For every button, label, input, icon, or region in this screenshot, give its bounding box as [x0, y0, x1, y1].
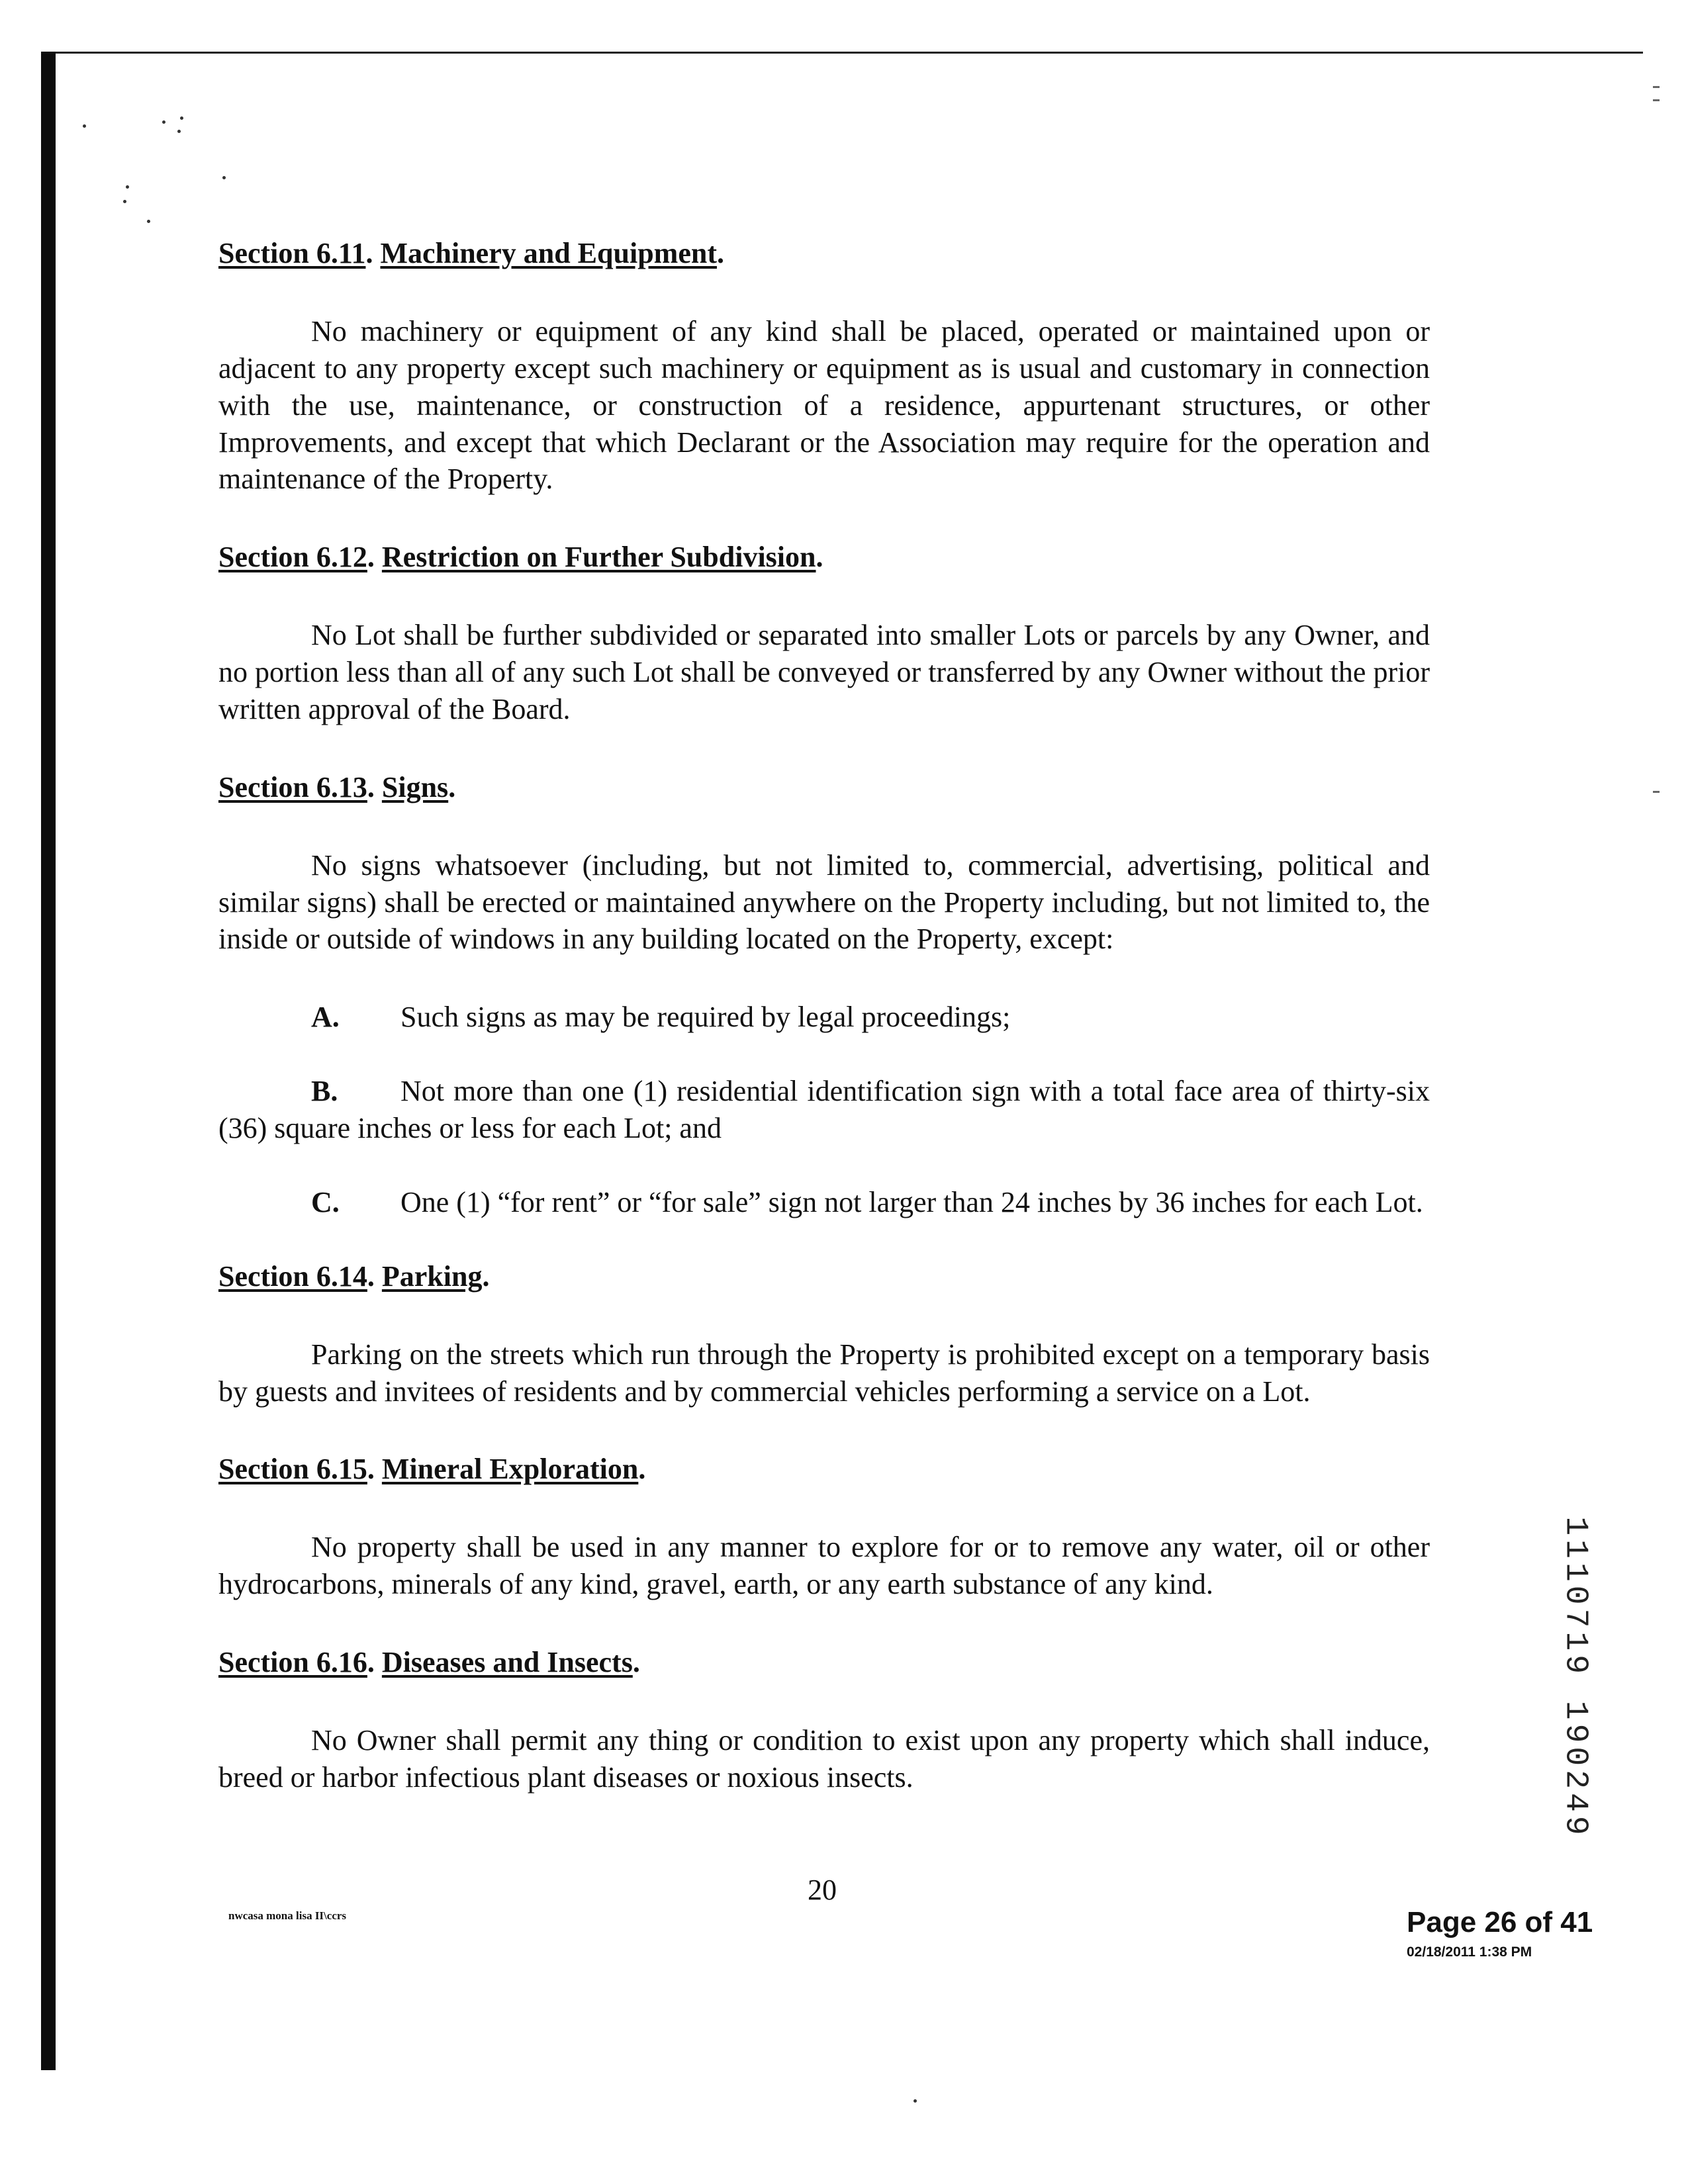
section-paragraph: No machinery or equipment of any kind shall be placed, operated or maintained upon or adjacent to any property except such machinery or equipment as is usual and customary in connection with the use, maintenance, or construction of a residence, appurtenant structures, or other Improvements, and except that which Declarant or the Association may require for the operation and maintenance of the Property. [218, 314, 1430, 496]
recording-page-counter: Page 26 of 41 [1407, 1906, 1593, 1938]
scan-top-rule [41, 52, 1643, 54]
list-item [218, 1073, 1430, 1147]
scan-speck [123, 200, 126, 203]
section-paragraph: Parking on the streets which run through the Property is prohibited except on a temporary basis by guests and invitees of residents and by commercial vehicles performing a service on a Lot. [218, 1338, 1430, 1408]
section-number: Section 6.14 [218, 1259, 367, 1293]
section-number: Section 6.12 [218, 541, 367, 574]
section-title: Restriction on Further Subdivision [381, 541, 816, 574]
recording-side-stamp [1542, 1512, 1609, 1843]
section-number: Section 6.11 [218, 237, 366, 269]
recording-timestamp: 02/18/2011 1:38 PM [1407, 1944, 1532, 1960]
scan-speck [914, 2099, 917, 2103]
section-title: Mineral Exploration [381, 1453, 639, 1486]
list-item [218, 1184, 1430, 1221]
section-heading: Section 6.11. Machinery and Equipment. [218, 237, 724, 269]
page-number: 20 [808, 1874, 837, 1906]
section-heading: Section 6.14. Parking. [218, 1259, 490, 1293]
section-paragraph: No Owner shall permit any thing or condition to exist upon any property which shall induce, breed or harbor infectious plant diseases or noxious insects. [218, 1723, 1430, 1794]
list-item-text: Such signs as may be required by legal proceedings; [400, 1001, 1011, 1034]
section-title: Signs [381, 770, 449, 803]
file-reference: nwcasa mona lisa II\ccrs [228, 1909, 347, 1922]
section-heading: Section 6.13. Signs. [218, 770, 456, 803]
section-paragraph: No property shall be used in any manner to explore for or to remove any water, oil or other hydrocarbons, minerals of any kind, gravel, earth, or any earth substance of any kind. [218, 1531, 1430, 1601]
section-heading: Section 6.15. Mineral Exploration. [218, 1453, 646, 1486]
scan-speck [177, 130, 181, 133]
section-heading: Section 6.12. Restriction on Further Subdivision. [218, 541, 823, 574]
list-item-label: C. [311, 1185, 340, 1218]
section-title: Parking [381, 1259, 483, 1293]
section-heading: Section 6.16. Diseases and Insects. [218, 1646, 640, 1678]
section-title: Machinery and Equipment [380, 237, 717, 269]
scan-speck [147, 220, 150, 223]
list-item [218, 999, 1430, 1036]
section-paragraph: No signs whatsoever (including, but not limited to, commercial, advertising, political and similar signs) shall be erected or maintained anywhere on the Property including, but not limited to, the inside or outside of windows in any building located on the Property, except: [218, 848, 1430, 956]
scan-speck [83, 124, 86, 128]
scan-edge-mark [1653, 86, 1660, 88]
section-number: Section 6.13 [218, 770, 367, 803]
list-item-label: B. [311, 1075, 338, 1108]
scan-speck [222, 176, 226, 179]
section-paragraph: No Lot shall be further subdivided or separated into smaller Lots or parcels by any Owner, and no portion less than all of any such Lot shall be conveyed or transferred by any Owner without the prior written approval of the Board. [218, 619, 1430, 725]
section-number: Section 6.16 [218, 1646, 367, 1678]
scan-left-bar [41, 52, 56, 2070]
recording-side-stamp-text: 1110719 190249 [1558, 1516, 1594, 1839]
document-body [218, 235, 1430, 1837]
scan-speck [126, 185, 129, 189]
scan-speck [180, 116, 183, 120]
section-number: Section 6.15 [218, 1453, 367, 1486]
scan-speck [162, 120, 165, 124]
scan-edge-mark [1653, 791, 1660, 793]
section-title: Diseases and Insects [381, 1646, 633, 1678]
list-item-text: One (1) “for rent” or “for sale” sign not larger than 24 inches by 36 inches for each Lot. [400, 1185, 1423, 1218]
list-item-label: A. [311, 1001, 340, 1034]
scan-edge-mark [1653, 99, 1660, 101]
list-item-text: Not more than one (1) residential identification sign with a total face area of thirty-six (36) square inches or less for each Lot; and [218, 1075, 1430, 1144]
